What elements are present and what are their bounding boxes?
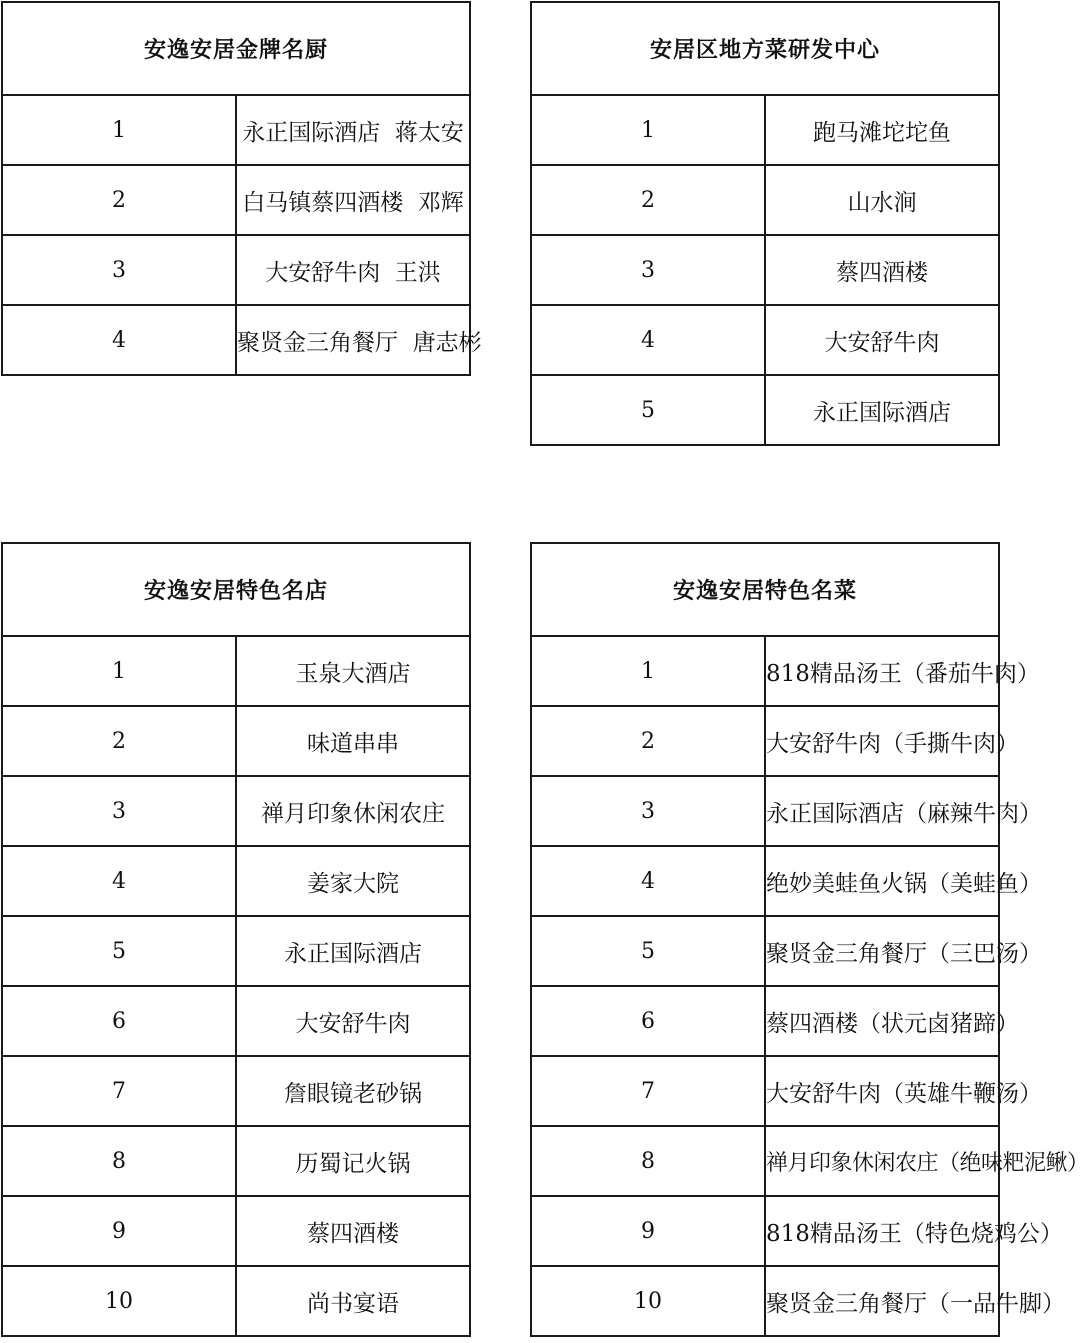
row-text: 蔡四酒楼（状元卤猪蹄）	[765, 986, 999, 1056]
table-row	[531, 1056, 999, 1126]
featured-restaurants-table	[1, 542, 471, 1337]
table-row	[2, 1056, 470, 1126]
table-header-row	[2, 543, 470, 636]
row-number: 3	[2, 235, 236, 305]
row-number: 5	[2, 916, 236, 986]
table-header-row	[531, 543, 999, 636]
table-row	[531, 986, 999, 1056]
row-text: 大安舒牛肉	[236, 986, 470, 1056]
row-text: 詹眼镜老砂锅	[236, 1056, 470, 1126]
table-row	[2, 1196, 470, 1266]
row-text: 历蜀记火锅	[236, 1126, 470, 1196]
table-title: 安逸安居金牌名厨	[2, 2, 470, 95]
row-number: 7	[2, 1056, 236, 1126]
row-number: 1	[531, 636, 765, 706]
table-title: 安居区地方菜研发中心	[531, 2, 999, 95]
row-text: 聚贤金三角餐厅（三巴汤）	[765, 916, 999, 986]
table-row	[2, 1266, 470, 1336]
row-text: 姜家大院	[236, 846, 470, 916]
row-number: 2	[531, 165, 765, 235]
row-text: 蔡四酒楼	[765, 235, 999, 305]
row-text: 山水涧	[765, 165, 999, 235]
row-text: 禅月印象休闲农庄	[236, 776, 470, 846]
row-number: 4	[2, 846, 236, 916]
table-row	[531, 846, 999, 916]
row-number: 4	[531, 846, 765, 916]
row-text: 跑马滩坨坨鱼	[765, 95, 999, 165]
row-number: 3	[531, 235, 765, 305]
table-header-row	[2, 2, 470, 95]
row-number: 5	[531, 916, 765, 986]
table-row	[2, 305, 470, 375]
table-row	[531, 235, 999, 305]
row-number: 10	[531, 1266, 765, 1336]
table-title: 安逸安居特色名店	[2, 543, 470, 636]
row-number: 2	[531, 706, 765, 776]
table-row	[531, 1266, 999, 1336]
row-number: 8	[531, 1126, 765, 1196]
row-text: 聚贤金三角餐厅（一品牛脚）	[765, 1266, 999, 1336]
table-row	[2, 636, 470, 706]
row-text: 永正国际酒店 蒋太安	[236, 95, 470, 165]
row-number: 9	[2, 1196, 236, 1266]
row-number: 3	[531, 776, 765, 846]
row-text: 白马镇蔡四酒楼 邓辉	[236, 165, 470, 235]
table-row	[2, 165, 470, 235]
row-text: 永正国际酒店（麻辣牛肉）	[765, 776, 999, 846]
featured-dishes-table	[530, 542, 1089, 1337]
row-number: 10	[2, 1266, 236, 1336]
table-row	[531, 1126, 999, 1196]
row-number: 1	[2, 95, 236, 165]
table-row	[2, 916, 470, 986]
row-text: 大安舒牛肉 王洪	[236, 235, 470, 305]
row-number: 5	[531, 375, 765, 445]
row-number: 4	[531, 305, 765, 375]
table-row	[531, 305, 999, 375]
row-number: 2	[2, 165, 236, 235]
row-number: 4	[2, 305, 236, 375]
row-number: 2	[2, 706, 236, 776]
row-number: 3	[2, 776, 236, 846]
table-row	[531, 776, 999, 846]
row-text: 永正国际酒店	[236, 916, 470, 986]
row-text: 味道串串	[236, 706, 470, 776]
table-row	[2, 235, 470, 305]
row-text: 大安舒牛肉	[765, 305, 999, 375]
table-row	[2, 95, 470, 165]
table-row	[531, 706, 999, 776]
row-text: 818精品汤王（番茄牛肉）	[765, 636, 999, 706]
table-row	[531, 375, 999, 445]
row-number: 6	[2, 986, 236, 1056]
table-row	[531, 1196, 999, 1266]
local-cuisine-rd-table	[530, 1, 1000, 446]
table-row	[531, 916, 999, 986]
row-text: 绝妙美蛙鱼火锅（美蛙鱼）	[765, 846, 999, 916]
table-row	[531, 95, 999, 165]
row-text: 大安舒牛肉（手撕牛肉）	[765, 706, 999, 776]
table-row	[2, 1126, 470, 1196]
row-text: 玉泉大酒店	[236, 636, 470, 706]
gold-chef-table	[1, 1, 482, 376]
row-text: 818精品汤王（特色烧鸡公）	[765, 1196, 999, 1266]
row-number: 8	[2, 1126, 236, 1196]
table-row	[2, 776, 470, 846]
row-text: 聚贤金三角餐厅 唐志彬	[236, 305, 470, 375]
row-text: 禅月印象休闲农庄（绝味粑泥鳅）	[765, 1126, 999, 1196]
row-text: 尚书宴语	[236, 1266, 470, 1336]
table-title: 安逸安居特色名菜	[531, 543, 999, 636]
row-number: 1	[2, 636, 236, 706]
table-row	[531, 165, 999, 235]
row-number: 6	[531, 986, 765, 1056]
row-number: 7	[531, 1056, 765, 1126]
table-header-row	[531, 2, 999, 95]
row-text: 永正国际酒店	[765, 375, 999, 445]
table-row	[2, 986, 470, 1056]
row-text: 大安舒牛肉（英雄牛鞭汤）	[765, 1056, 999, 1126]
table-row	[2, 706, 470, 776]
table-row	[531, 636, 999, 706]
row-number: 9	[531, 1196, 765, 1266]
row-text: 蔡四酒楼	[236, 1196, 470, 1266]
row-number: 1	[531, 95, 765, 165]
table-row	[2, 846, 470, 916]
